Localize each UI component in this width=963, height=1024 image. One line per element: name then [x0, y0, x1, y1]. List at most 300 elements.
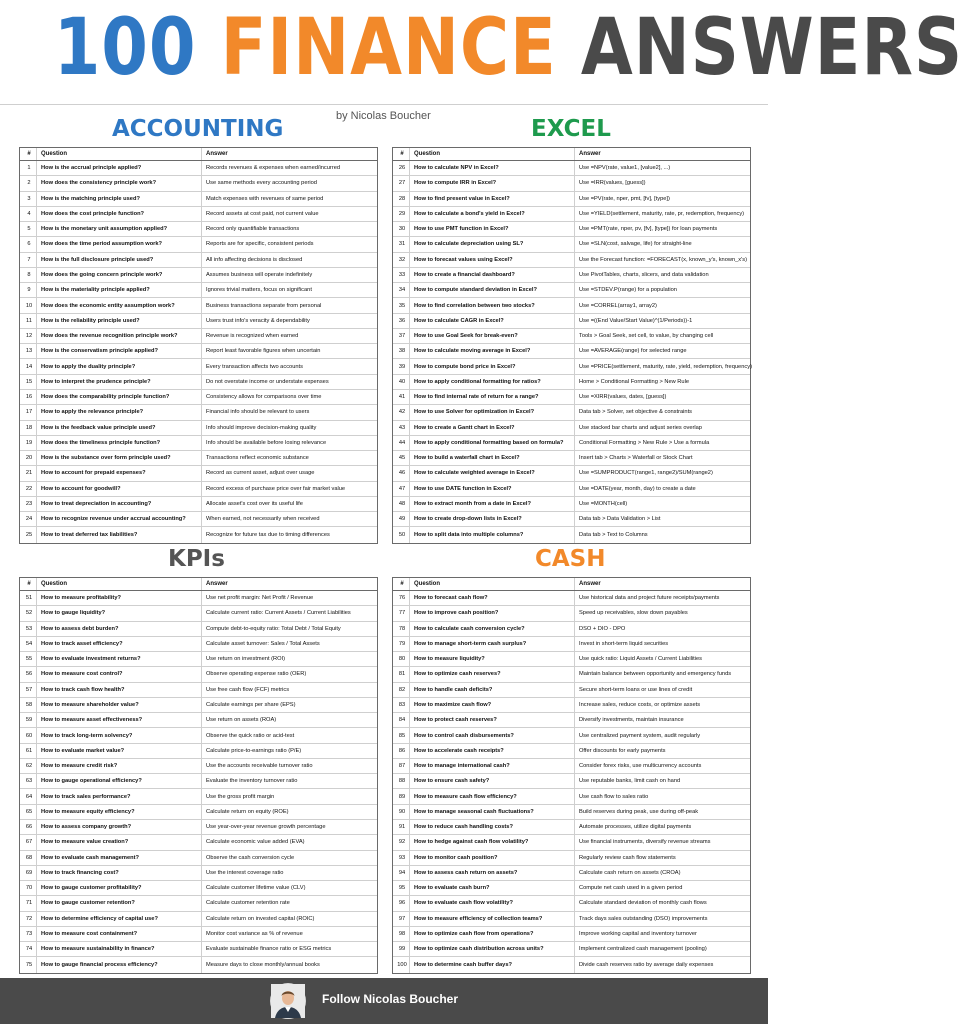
row-answer: Calculate customer lifetime value (CLV)	[206, 885, 306, 892]
row-question: How to measure shareholder value?	[37, 698, 202, 712]
table-row	[20, 527, 377, 542]
table-row	[20, 176, 377, 191]
row-number: 51	[20, 591, 37, 605]
table-row	[393, 466, 750, 481]
row-number: 54	[20, 637, 37, 651]
row-answer: Calculate asset turnover: Sales / Total Assets	[206, 640, 320, 647]
row-answer: Assumes business will operate indefinitely	[206, 271, 313, 278]
row-number: 25	[20, 527, 37, 542]
row-number: 38	[393, 344, 410, 358]
table-row	[20, 222, 377, 237]
row-answer: Every transaction affects two accounts	[206, 363, 303, 370]
row-answer: Use =SUMPRODUCT(range1, range2)/SUM(range2)	[579, 470, 713, 477]
row-number: 78	[393, 622, 410, 636]
row-number: 65	[20, 805, 37, 819]
row-question: How to protect cash reserves?	[410, 713, 575, 727]
row-number: 37	[393, 329, 410, 343]
row-number: 23	[20, 497, 37, 511]
excel-table	[392, 147, 751, 544]
row-answer: Compute net cash used in a given period	[579, 885, 683, 892]
table-row	[393, 866, 750, 881]
row-answer: Increase sales, reduce costs, or optimize assets	[579, 701, 701, 708]
row-question: How does the consistency principle work?	[37, 176, 202, 190]
row-answer: Use =PV(rate, nper, pmt, [fv], [type])	[579, 195, 670, 202]
row-answer: Data tab > Text to Columns	[579, 532, 648, 538]
row-question: How to measure value creation?	[37, 835, 202, 849]
row-answer: DSO + DIO - DPO	[579, 625, 626, 632]
table-row	[393, 512, 750, 527]
header-question: Question	[410, 148, 575, 160]
row-number: 48	[393, 497, 410, 511]
table-row	[20, 192, 377, 207]
table-row	[393, 268, 750, 283]
row-question: How is the full disclosure principle used?	[37, 253, 202, 267]
table-row	[393, 637, 750, 652]
row-question: How to maximize cash flow?	[410, 698, 575, 712]
row-answer: Speed up receivables, slow down payables	[579, 610, 688, 617]
table-header-row	[393, 578, 750, 591]
row-number: 56	[20, 667, 37, 681]
row-answer: Records revenues & expenses when earned/incurred	[206, 165, 341, 172]
row-number: 14	[20, 359, 37, 373]
row-number: 50	[393, 527, 410, 542]
row-number: 59	[20, 713, 37, 727]
row-answer: Use =SLN(cost, salvage, life) for straight-line	[579, 241, 692, 248]
row-answer: Evaluate the inventory turnover ratio	[206, 778, 298, 785]
row-number: 7	[20, 253, 37, 267]
accounting-section-title: ACCOUNTING	[112, 116, 284, 142]
row-question: How to gauge customer profitability?	[37, 881, 202, 895]
table-row	[20, 466, 377, 481]
row-answer: Regularly review cash flow statements	[579, 854, 676, 861]
row-number: 28	[393, 192, 410, 206]
table-row	[20, 637, 377, 652]
table-row	[20, 728, 377, 743]
row-question: How is the conservatism principle applied?	[37, 344, 202, 358]
table-header-row	[393, 148, 750, 161]
row-question: How is the reliability principle used?	[37, 314, 202, 328]
header-question: Question	[410, 578, 575, 590]
table-row	[20, 683, 377, 698]
row-number: 49	[393, 512, 410, 526]
row-number: 84	[393, 713, 410, 727]
row-number: 40	[393, 375, 410, 389]
row-question: How to track financing cost?	[37, 866, 202, 880]
row-number: 4	[20, 207, 37, 221]
table-row	[20, 851, 377, 866]
row-number: 61	[20, 744, 37, 758]
row-number: 73	[20, 927, 37, 941]
table-row	[393, 237, 750, 252]
header-answer: Answer	[579, 151, 601, 157]
row-number: 32	[393, 253, 410, 267]
table-row	[393, 192, 750, 207]
row-question: How to account for goodwill?	[37, 482, 202, 496]
table-row	[20, 713, 377, 728]
row-number: 88	[393, 774, 410, 788]
row-question: How to calculate a bond's yield in Excel?	[410, 207, 575, 221]
row-number: 66	[20, 820, 37, 834]
row-question: How to gauge operational efficiency?	[37, 774, 202, 788]
row-number: 11	[20, 314, 37, 328]
table-row	[393, 329, 750, 344]
row-answer: Record only quantifiable transactions	[206, 226, 300, 233]
table-row	[393, 835, 750, 850]
table-row	[393, 451, 750, 466]
row-answer: Record assets at cost paid, not current value	[206, 210, 319, 217]
row-question: How to monitor cash position?	[410, 851, 575, 865]
row-question: How to improve cash position?	[410, 606, 575, 620]
row-question: How to calculate cash conversion cycle?	[410, 622, 575, 636]
kpis-section-title: KPIs	[168, 546, 225, 572]
table-row	[20, 329, 377, 344]
row-answer: Divide cash reserves ratio by average daily expenses	[579, 962, 714, 968]
header-answer: Answer	[579, 581, 601, 587]
header-question: Question	[37, 578, 202, 590]
header-num: #	[20, 578, 37, 590]
row-question: How to evaluate cash burn?	[410, 881, 575, 895]
row-question: How does the time period assumption work?	[37, 237, 202, 251]
row-question: How to compute bond price in Excel?	[410, 359, 575, 373]
row-answer: Home > Conditional Formatting > New Rule	[579, 378, 690, 385]
row-answer: Use =MONTH(cell)	[579, 500, 628, 507]
row-answer: Use return on assets (ROA)	[206, 717, 277, 724]
row-question: How does the cost principle function?	[37, 207, 202, 221]
header-divider	[0, 104, 768, 105]
table-row	[20, 253, 377, 268]
row-question: How to use DATE function in Excel?	[410, 482, 575, 496]
row-number: 96	[393, 896, 410, 910]
row-number: 22	[20, 482, 37, 496]
row-question: How to apply conditional formatting for ratios?	[410, 375, 575, 389]
row-question: How does the economic entity assumption work?	[37, 298, 202, 312]
row-question: How to apply the relevance principle?	[37, 405, 202, 419]
row-question: How to measure cost containment?	[37, 927, 202, 941]
row-answer: Consider forex risks, use multicurrency accounts	[579, 763, 702, 770]
row-question: How to create drop-down lists in Excel?	[410, 512, 575, 526]
table-row	[393, 253, 750, 268]
table-row	[393, 683, 750, 698]
row-answer: Ignores trivial matters, focus on significant	[206, 287, 312, 294]
row-question: How to measure asset effectiveness?	[37, 713, 202, 727]
row-number: 92	[393, 835, 410, 849]
row-number: 82	[393, 683, 410, 697]
table-row	[393, 851, 750, 866]
row-question: How to treat depreciation in accounting?	[37, 497, 202, 511]
table-row	[20, 512, 377, 527]
row-number: 53	[20, 622, 37, 636]
table-row	[393, 314, 750, 329]
row-question: How to treat deferred tax liabilities?	[37, 527, 202, 542]
table-row	[20, 314, 377, 329]
row-question: How to hedge against cash flow volatility?	[410, 835, 575, 849]
row-question: How to determine cash buffer days?	[410, 957, 575, 972]
row-number: 2	[20, 176, 37, 190]
row-number: 58	[20, 698, 37, 712]
row-question: How does the going concern principle work?	[37, 268, 202, 282]
row-question: How to forecast values using Excel?	[410, 253, 575, 267]
row-number: 5	[20, 222, 37, 236]
row-question: How to find correlation between two stocks?	[410, 298, 575, 312]
row-question: How to track long-term solvency?	[37, 728, 202, 742]
row-answer: Info should be available before losing relevance	[206, 439, 327, 446]
table-row	[20, 451, 377, 466]
table-header-row	[20, 148, 377, 161]
table-row	[393, 606, 750, 621]
row-question: How to optimize cash flow from operations?	[410, 927, 575, 941]
row-question: How to manage international cash?	[410, 759, 575, 773]
cash-table	[392, 577, 751, 974]
table-row	[20, 881, 377, 896]
table-row	[20, 591, 377, 606]
row-answer: Use =NPV(rate, value1, [value2], ...)	[579, 165, 671, 172]
row-number: 74	[20, 942, 37, 956]
table-row	[20, 436, 377, 451]
row-question: How does the timeliness principle function?	[37, 436, 202, 450]
table-row	[393, 359, 750, 374]
row-number: 97	[393, 912, 410, 926]
row-answer: Track days sales outstanding (DSO) improvements	[579, 915, 708, 922]
row-answer: Calculate standard deviation of monthly cash flows	[579, 900, 707, 907]
row-answer: Revenue is recognized when earned	[206, 333, 299, 340]
row-question: How to find present value in Excel?	[410, 192, 575, 206]
row-answer: Use same methods every accounting period	[206, 180, 317, 187]
table-row	[20, 421, 377, 436]
row-question: How to calculate CAGR in Excel?	[410, 314, 575, 328]
row-number: 55	[20, 652, 37, 666]
table-row	[393, 713, 750, 728]
row-question: How to forecast cash flow?	[410, 591, 575, 605]
row-answer: Use the gross profit margin	[206, 793, 275, 800]
row-question: How to calculate weighted average in Excel?	[410, 466, 575, 480]
row-number: 99	[393, 942, 410, 956]
row-answer: Do not overstate income or understate expenses	[206, 378, 329, 385]
table-row	[20, 789, 377, 804]
row-question: How to measure cash flow efficiency?	[410, 789, 575, 803]
row-question: How to measure efficiency of collection teams?	[410, 912, 575, 926]
header-num: #	[393, 148, 410, 160]
row-question: How to ensure cash safety?	[410, 774, 575, 788]
excel-section-title: EXCEL	[531, 116, 611, 142]
row-number: 86	[393, 744, 410, 758]
row-number: 81	[393, 667, 410, 681]
table-row	[20, 912, 377, 927]
table-row	[393, 805, 750, 820]
table-row	[20, 298, 377, 313]
row-number: 91	[393, 820, 410, 834]
row-question: How to gauge customer retention?	[37, 896, 202, 910]
table-row	[20, 268, 377, 283]
table-header-row	[20, 578, 377, 591]
row-number: 95	[393, 881, 410, 895]
row-number: 3	[20, 192, 37, 206]
row-answer: Report least favorable figures when uncertain	[206, 348, 321, 355]
row-number: 1	[20, 161, 37, 175]
row-number: 47	[393, 482, 410, 496]
row-answer: Monitor cost variance as % of revenue	[206, 930, 303, 937]
row-answer: Record as current asset, adjust over usage	[206, 470, 315, 477]
table-row	[20, 622, 377, 637]
row-answer: Use financial instruments, diversify revenue streams	[579, 839, 711, 846]
title-part-100: 100	[53, 3, 197, 93]
row-answer: Use =AVERAGE(range) for selected range	[579, 348, 687, 355]
row-answer: Offer discounts for early payments	[579, 747, 666, 754]
table-row	[393, 222, 750, 237]
row-answer: Evaluate sustainable finance ratio or ESG metrics	[206, 946, 332, 953]
table-row	[393, 896, 750, 911]
row-answer: Insert tab > Charts > Waterfall or Stock Chart	[579, 455, 693, 462]
row-question: How to manage short-term cash surplus?	[410, 637, 575, 651]
row-question: How to handle cash deficits?	[410, 683, 575, 697]
avatar[interactable]	[270, 983, 306, 1019]
row-answer: Build reserves during peak, use during off-peak	[579, 808, 699, 815]
table-row	[20, 405, 377, 420]
row-answer: Calculate price-to-earnings ratio (P/E)	[206, 747, 302, 754]
row-question: How to account for prepaid expenses?	[37, 466, 202, 480]
row-number: 46	[393, 466, 410, 480]
row-number: 57	[20, 683, 37, 697]
row-answer: Use =((End Value/Start Value)^(1/Periods))-1	[579, 317, 693, 324]
row-number: 12	[20, 329, 37, 343]
row-answer: Improve working capital and inventory turnover	[579, 930, 697, 937]
row-answer: Tools > Goal Seek, set cell, to value, by changing cell	[579, 333, 714, 340]
row-answer: Use =PRICE(settlement, maturity, rate, yield, redemption, frequency)	[579, 363, 752, 370]
table-row	[393, 744, 750, 759]
row-answer: Record excess of purchase price over fair market value	[206, 485, 346, 492]
row-answer: Calculate current ratio: Current Assets / Current Liabilities	[206, 610, 351, 617]
table-row	[393, 497, 750, 512]
table-row	[393, 390, 750, 405]
row-question: How to interpret the prudence principle?	[37, 375, 202, 389]
row-question: How to gauge liquidity?	[37, 606, 202, 620]
row-answer: Business transactions separate from personal	[206, 302, 322, 309]
table-row	[393, 820, 750, 835]
row-number: 36	[393, 314, 410, 328]
table-row	[20, 942, 377, 957]
table-row	[20, 237, 377, 252]
row-question: How to track sales performance?	[37, 789, 202, 803]
row-answer: Calculate economic value added (EVA)	[206, 839, 305, 846]
row-question: How to compute IRR in Excel?	[410, 176, 575, 190]
row-question: How to measure liquidity?	[410, 652, 575, 666]
row-question: How to create a Gantt chart in Excel?	[410, 421, 575, 435]
row-number: 85	[393, 728, 410, 742]
row-answer: Data tab > Solver, set objective & constraints	[579, 409, 693, 416]
follow-text[interactable]: Follow Nicolas Boucher	[322, 992, 459, 1006]
row-number: 43	[393, 421, 410, 435]
row-question: How to use PMT function in Excel?	[410, 222, 575, 236]
table-row	[20, 359, 377, 374]
row-question: How to create a financial dashboard?	[410, 268, 575, 282]
row-answer: Use PivotTables, charts, slicers, and data validation	[579, 271, 709, 278]
table-row	[20, 744, 377, 759]
row-answer: Use =DATE(year, month, day) to create a date	[579, 485, 696, 492]
row-question: How to apply the duality principle?	[37, 359, 202, 373]
row-question: How to evaluate cash flow volatility?	[410, 896, 575, 910]
table-row	[20, 820, 377, 835]
header	[0, 0, 963, 122]
row-number: 69	[20, 866, 37, 880]
row-answer: Observe operating expense ratio (OER)	[206, 671, 307, 678]
table-row	[20, 774, 377, 789]
row-number: 24	[20, 512, 37, 526]
row-number: 8	[20, 268, 37, 282]
table-row	[20, 482, 377, 497]
row-question: How to extract month from a date in Excel?	[410, 497, 575, 511]
row-number: 77	[393, 606, 410, 620]
row-number: 93	[393, 851, 410, 865]
table-row	[20, 161, 377, 176]
row-answer: Use the Forecast function: =FORECAST(x, known_y's, known_x's)	[579, 256, 747, 263]
row-answer: Diversify investments, maintain insurance	[579, 717, 684, 724]
row-number: 60	[20, 728, 37, 742]
row-question: How to measure credit risk?	[37, 759, 202, 773]
row-question: How to accelerate cash receipts?	[410, 744, 575, 758]
row-question: How to measure sustainability in finance?	[37, 942, 202, 956]
row-answer: Match expenses with revenues of same period	[206, 195, 324, 202]
row-question: How to optimize cash distribution across units?	[410, 942, 575, 956]
row-number: 20	[20, 451, 37, 465]
row-number: 30	[393, 222, 410, 236]
row-answer: Use =IRR(values, [guess])	[579, 180, 646, 187]
row-answer: All info affecting decisions is disclosed	[206, 256, 303, 263]
row-number: 26	[393, 161, 410, 175]
main-title	[53, 0, 963, 98]
table-row	[393, 421, 750, 436]
row-answer: Financial info should be relevant to users	[206, 409, 310, 416]
table-row	[393, 436, 750, 451]
row-question: How does the revenue recognition principle work?	[37, 329, 202, 343]
row-answer: Use historical data and project future receipts/payments	[579, 595, 720, 602]
row-answer: Use net profit margin: Net Profit / Revenue	[206, 595, 314, 602]
row-question: How to measure cost control?	[37, 667, 202, 681]
table-row	[393, 881, 750, 896]
row-number: 21	[20, 466, 37, 480]
row-answer: Use =CORREL(array1, array2)	[579, 302, 657, 309]
row-answer: Allocate asset's cost over its useful life	[206, 500, 303, 507]
row-question: How is the substance over form principle used?	[37, 451, 202, 465]
table-row	[393, 591, 750, 606]
header-num: #	[20, 148, 37, 160]
person-icon	[271, 984, 305, 1018]
row-question: How to assess cash return on assets?	[410, 866, 575, 880]
row-number: 6	[20, 237, 37, 251]
row-question: How is the accrual principle applied?	[37, 161, 202, 175]
row-number: 27	[393, 176, 410, 190]
row-question: How to control cash disbursements?	[410, 728, 575, 742]
row-number: 33	[393, 268, 410, 282]
row-number: 72	[20, 912, 37, 926]
header-answer: Answer	[206, 151, 228, 157]
row-answer: Observe the quick ratio or acid-test	[206, 732, 295, 739]
row-number: 76	[393, 591, 410, 605]
table-row	[393, 774, 750, 789]
table-row	[393, 667, 750, 682]
accounting-table	[19, 147, 378, 544]
row-answer: Users trust info's veracity & dependability	[206, 317, 310, 324]
row-question: How to use Solver for optimization in Excel?	[410, 405, 575, 419]
row-answer: Use year-over-year revenue growth percentage	[206, 824, 326, 831]
row-answer: Calculate customer retention rate	[206, 900, 290, 907]
row-question: How is the matching principle used?	[37, 192, 202, 206]
row-question: How to gauge financial process efficiency?	[37, 957, 202, 972]
cash-section-title: CASH	[535, 546, 606, 572]
table-row	[393, 622, 750, 637]
row-question: How to calculate moving average in Excel?	[410, 344, 575, 358]
row-number: 29	[393, 207, 410, 221]
row-answer: Use return on investment (ROI)	[206, 656, 286, 663]
row-answer: Use =PMT(rate, nper, pv, [fv], [type]) for loan payments	[579, 226, 718, 233]
